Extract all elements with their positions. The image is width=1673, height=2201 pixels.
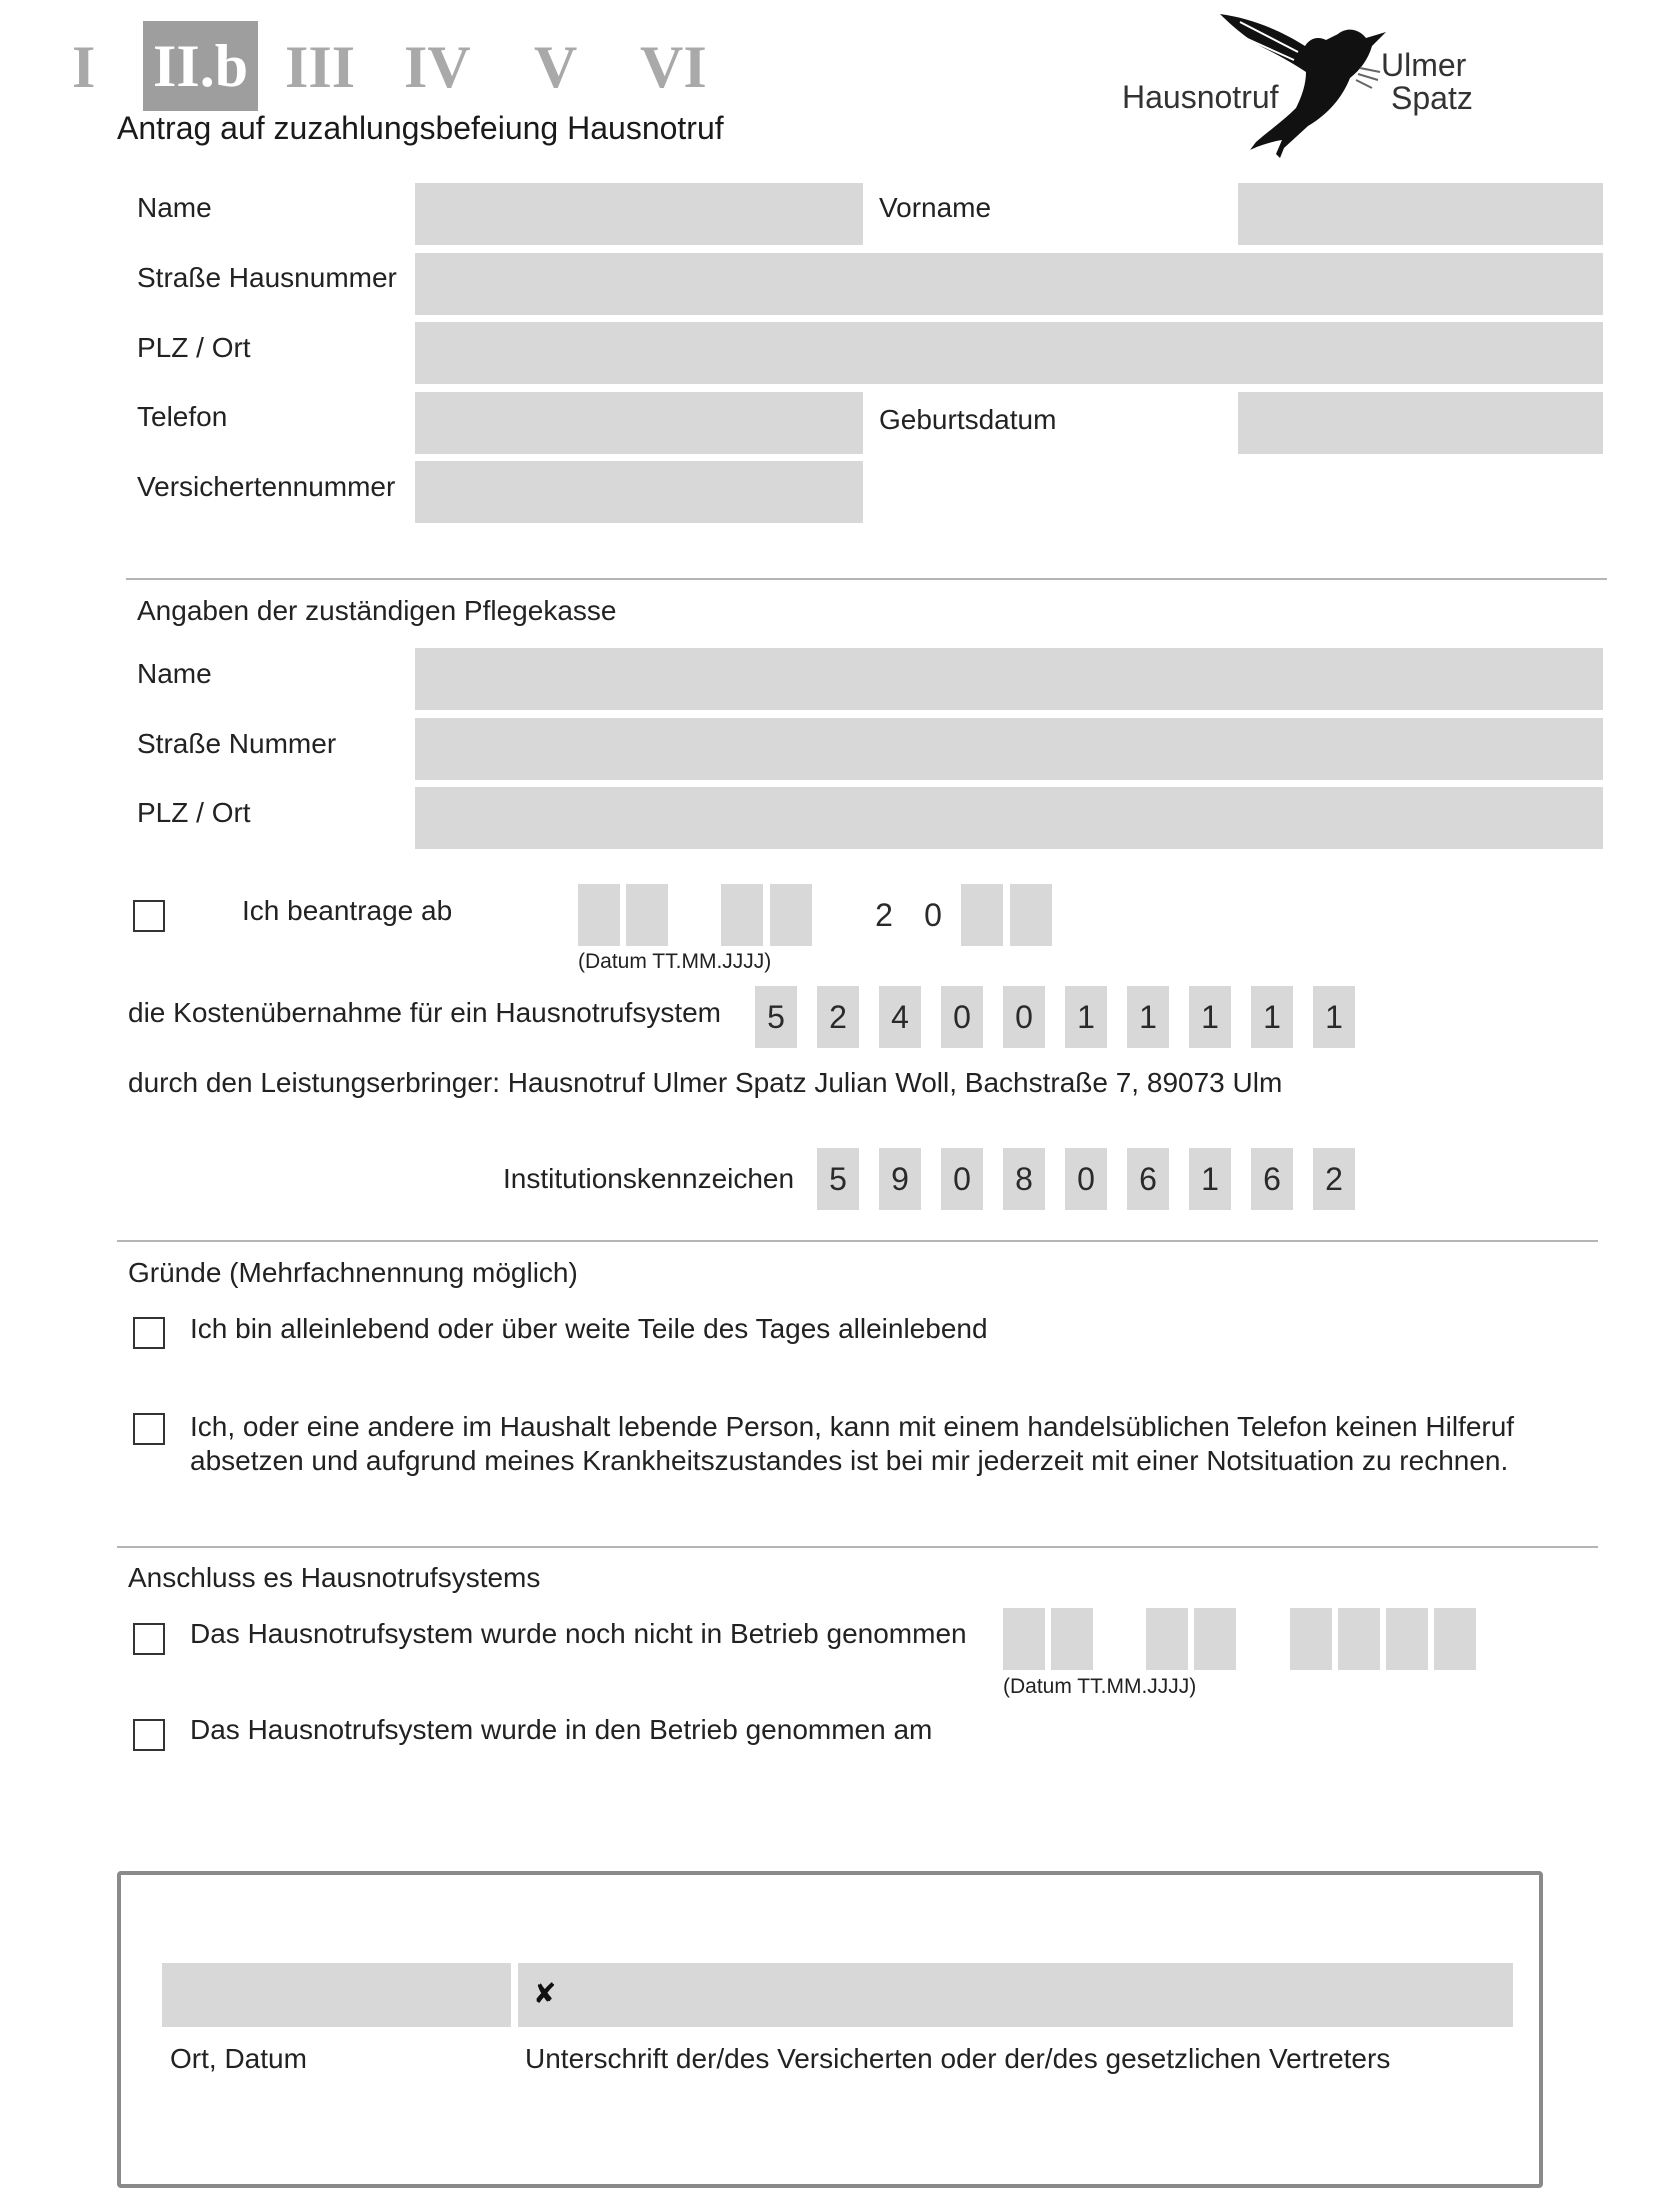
birthdate-field[interactable]: [1238, 392, 1603, 454]
connection-date-cell[interactable]: [1194, 1608, 1236, 1670]
apply-label: Ich beantrage ab: [242, 895, 453, 926]
date-cell[interactable]: [721, 884, 763, 946]
ik-digit: 6: [1251, 1148, 1293, 1210]
connection-date-cell[interactable]: [1338, 1608, 1380, 1670]
tab-vi[interactable]: VI: [640, 34, 707, 100]
firstname-field[interactable]: [1238, 183, 1603, 245]
city-field[interactable]: [415, 322, 1603, 384]
ik-label: Institutionskennzeichen: [503, 1163, 795, 1194]
place-date-field[interactable]: [162, 1963, 511, 2027]
divider: [126, 578, 1607, 580]
ik-digit: 0: [1065, 1148, 1107, 1210]
apply-checkbox[interactable]: [133, 900, 165, 932]
ik-digit: 0: [941, 1148, 983, 1210]
reason-checkbox-alone[interactable]: [133, 1317, 165, 1349]
date-cell[interactable]: [1010, 884, 1052, 946]
care-fund-street-label: Straße Nummer: [137, 728, 337, 759]
signature-box: [117, 1871, 1543, 2188]
date-year-cell[interactable]: 0: [912, 884, 954, 946]
tab-i[interactable]: I: [72, 34, 96, 100]
date-hint: (Datum TT.MM.JJJJ): [578, 950, 772, 973]
phone-field[interactable]: [415, 392, 863, 454]
date-cell[interactable]: [770, 884, 812, 946]
ik-digit: 8: [1003, 1148, 1045, 1210]
system-digit: 1: [1251, 986, 1293, 1048]
system-digit: 1: [1065, 986, 1107, 1048]
ik-digit: 2: [1313, 1148, 1355, 1210]
reason-emergency-line2: absetzen und aufgrund meines Krankheitszustandes ist bei mir jederzeit mit einer Notsituation zu rechnen.: [190, 1445, 1509, 1476]
system-digit: 1: [1189, 986, 1231, 1048]
provider-text: durch den Leistungserbringer: Hausnotruf Ulmer Spatz Julian Woll, Bachstraße 7, 89073 Ulm: [128, 1067, 1283, 1098]
connection-heading: Anschluss es Hausnotrufsystems: [128, 1562, 541, 1593]
connection-date-cell[interactable]: [1290, 1608, 1332, 1670]
divider: [117, 1240, 1598, 1242]
system-digit: 1: [1313, 986, 1355, 1048]
cost-label: die Kostenübernahme für ein Hausnotrufsystem: [128, 997, 721, 1028]
reason-checkbox-emergency[interactable]: [133, 1413, 165, 1445]
city-label: PLZ / Ort: [137, 332, 251, 363]
name-label: Name: [137, 192, 212, 223]
connection-date-cell[interactable]: [1146, 1608, 1188, 1670]
ik-digit: 1: [1189, 1148, 1231, 1210]
date-cell[interactable]: [578, 884, 620, 946]
signature-mark: ✘: [533, 1978, 557, 2009]
connection-date-cell[interactable]: [1051, 1608, 1093, 1670]
system-digit: 5: [755, 986, 797, 1048]
logo-text-spatz: Spatz: [1391, 80, 1473, 116]
signature-label: Unterschrift der/des Versicherten oder der/des gesetzlichen Vertreters: [525, 2043, 1391, 2074]
system-digit: 1: [1127, 986, 1169, 1048]
connection-started-label: Das Hausnotrufsystem wurde in den Betrieb genommen am: [190, 1714, 933, 1745]
divider: [117, 1546, 1598, 1548]
name-field[interactable]: [415, 183, 863, 245]
connection-date-cell[interactable]: [1386, 1608, 1428, 1670]
care-fund-heading: Angaben der zuständigen Pflegekasse: [137, 595, 617, 626]
insurance-number-label: Versichertennummer: [137, 471, 396, 502]
connection-checkbox-not-started[interactable]: [133, 1623, 165, 1655]
ik-digit: 5: [817, 1148, 859, 1210]
firstname-label: Vorname: [879, 192, 992, 223]
reasons-heading: Gründe (Mehrfachnennung möglich): [128, 1257, 578, 1288]
reason-emergency-line1: Ich, oder eine andere im Haushalt lebende Person, kann mit einem handelsüblichen Telefon keinen Hilferuf: [190, 1411, 1515, 1442]
tab-iib[interactable]: II.b: [143, 21, 258, 111]
care-fund-city-field[interactable]: [415, 787, 1603, 849]
place-date-label: Ort, Datum: [170, 2043, 307, 2074]
date-cell[interactable]: [961, 884, 1003, 946]
connection-checkbox-started[interactable]: [133, 1719, 165, 1751]
form-title: Antrag auf zuzahlungsbefeiung Hausnotruf: [117, 110, 724, 146]
care-fund-street-field[interactable]: [415, 718, 1603, 780]
ik-digit: 6: [1127, 1148, 1169, 1210]
birthdate-label: Geburtsdatum: [879, 404, 1057, 435]
tab-v[interactable]: V: [534, 34, 578, 100]
insurance-number-field[interactable]: [415, 461, 863, 523]
care-fund-name-label: Name: [137, 658, 212, 689]
system-digit: 4: [879, 986, 921, 1048]
tab-iii[interactable]: III: [285, 34, 356, 100]
system-digit: 2: [817, 986, 859, 1048]
street-field[interactable]: [415, 253, 1603, 315]
ik-digit: 9: [879, 1148, 921, 1210]
street-label: Straße Hausnummer: [137, 262, 397, 293]
system-digit: 0: [941, 986, 983, 1048]
connection-date-cell[interactable]: [1434, 1608, 1476, 1670]
tab-iv[interactable]: IV: [404, 34, 471, 100]
connection-date-cell[interactable]: [1003, 1608, 1045, 1670]
connection-not-started-label: Das Hausnotrufsystem wurde noch nicht in Betrieb genommen: [190, 1618, 967, 1649]
care-fund-city-label: PLZ / Ort: [137, 797, 251, 828]
date-year-cell[interactable]: 2: [863, 884, 905, 946]
system-digit: 0: [1003, 986, 1045, 1048]
phone-label: Telefon: [137, 401, 228, 432]
logo-text-ulmer: Ulmer: [1381, 47, 1467, 83]
signature-field[interactable]: [518, 1963, 1513, 2027]
reason-alone-label: Ich bin alleinlebend oder über weite Teile des Tages alleinlebend: [190, 1313, 988, 1344]
date-cell[interactable]: [626, 884, 668, 946]
connection-date-hint: (Datum TT.MM.JJJJ): [1003, 1675, 1197, 1698]
logo-text-hausnotruf: Hausnotruf: [1122, 79, 1279, 115]
sparrow-icon: [1210, 8, 1400, 158]
care-fund-name-field[interactable]: [415, 648, 1603, 710]
